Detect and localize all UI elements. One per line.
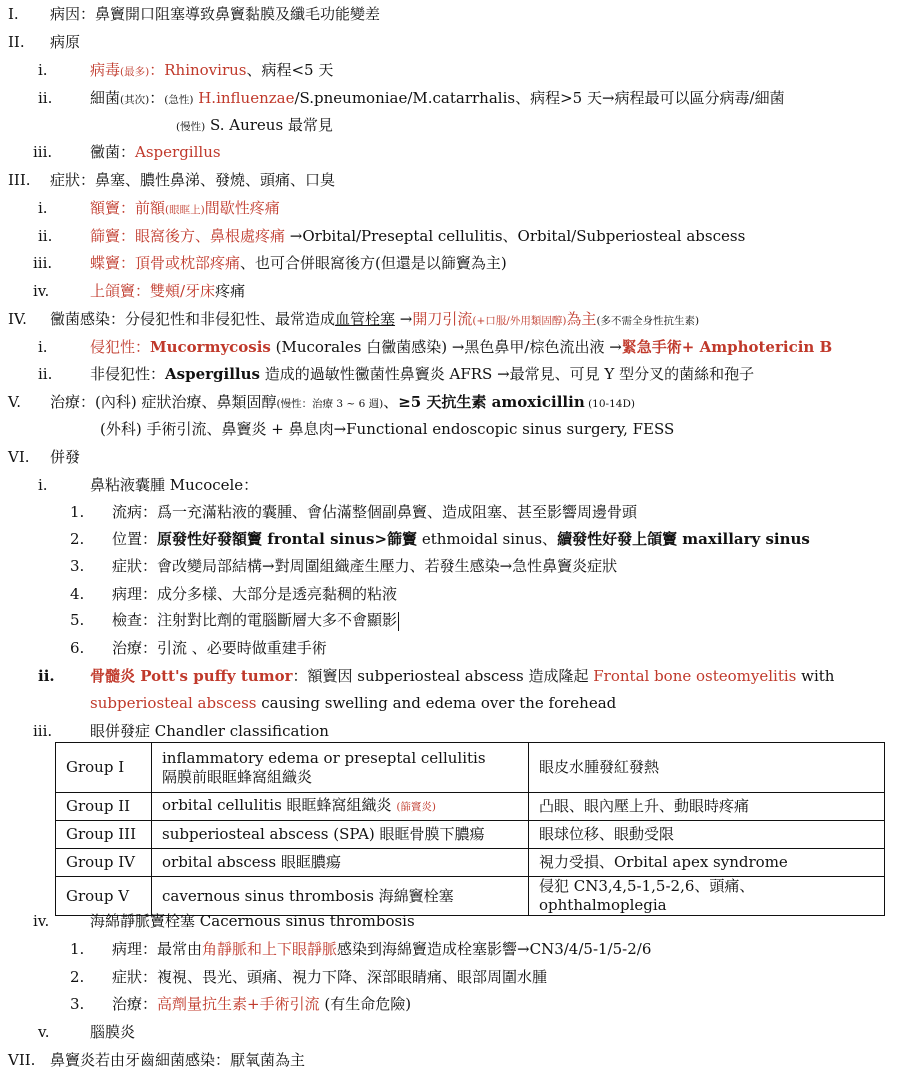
outline-marker-II-iii: iii. xyxy=(33,143,53,161)
outline-marker-II-ii: ii. xyxy=(38,89,53,107)
label: 病因： xyxy=(50,5,96,23)
pathogen-bacteria-chronic xyxy=(176,114,333,138)
section-dental-origin: 鼻竇炎若由牙齒細菌感染：厭氧菌為主 xyxy=(50,1051,306,1069)
acute-note: (急性) xyxy=(164,94,194,106)
organism: Mucormycosis xyxy=(150,338,271,356)
mucocele-item: 流病：爲一充滿粘液的囊腫、會佔滿整個副鼻竇、造成阻塞、甚至影響周邊骨頭 xyxy=(112,503,638,521)
table-row xyxy=(56,849,885,877)
fungal-invasive xyxy=(90,336,832,358)
mucocele-item xyxy=(112,528,810,550)
outline-marker-VI-ii: ii. xyxy=(38,667,55,685)
meningitis-title: 腦膜炎 xyxy=(90,1023,136,1041)
virus-name: Rhinovirus xyxy=(164,61,247,79)
cavernous-item xyxy=(112,993,411,1015)
section-treatment xyxy=(50,391,635,415)
cavernous-item xyxy=(112,938,651,960)
label: 治療： xyxy=(112,995,158,1013)
label: 侵犯性： xyxy=(90,338,151,356)
list-number: 1. xyxy=(70,940,85,958)
outline-marker-III-ii: ii. xyxy=(38,227,53,245)
table-cell-signs: 眼皮水腫發紅發熱 xyxy=(529,743,885,793)
text: (有生命危險) xyxy=(319,995,412,1013)
table-cell-description: orbital abscess 眼眶膿瘍 xyxy=(152,849,529,877)
label: 非侵犯性： xyxy=(90,365,166,383)
table-cell-group: Group II xyxy=(56,793,152,821)
rest: →Orbital/Preseptal cellulitis、Orbital/Subperiosteal abscess xyxy=(285,227,746,245)
colon: ： xyxy=(149,61,165,79)
rest: /S.pneumoniae/M.catarrhalis、病程>5 天→病程最可以區分病毒/細菌 xyxy=(294,89,785,107)
list-number: 3. xyxy=(70,995,85,1013)
note: (最多) xyxy=(120,66,150,78)
outline-marker-III-i: i. xyxy=(38,199,48,217)
note: (10-14D) xyxy=(584,398,635,410)
table-cell-description: subperiosteal abscess (SPA) 眼眶骨膜下膿瘍 xyxy=(152,821,529,849)
table-cell-description xyxy=(152,793,529,821)
label: 細菌 xyxy=(90,89,121,107)
pathogen-fungus xyxy=(90,141,221,163)
section-treatment-surgical: (外科) 手術引流、鼻竇炎 + 鼻息肉→Functional endoscopic sinus surgery, FESS xyxy=(100,420,675,438)
list-number: 2. xyxy=(70,968,85,986)
mucocele-item: 治療：引流 、必要時做重建手術 xyxy=(112,639,327,657)
outline-marker-VI-v: v. xyxy=(38,1023,50,1041)
symptom-frontal xyxy=(90,197,280,221)
table-row xyxy=(56,743,885,793)
table-cell-group: Group III xyxy=(56,821,152,849)
table-cell-signs: 視力受損、Orbital apex syndrome xyxy=(529,849,885,877)
text: orbital cellulitis 眼眶蜂窩組織炎 xyxy=(162,796,397,814)
label: 病毒 xyxy=(90,61,121,79)
chandler-title: 眼併發症 Chandler classification xyxy=(90,722,329,740)
text: 角靜脈和上下眼靜脈 xyxy=(202,940,338,958)
cavernous-item: 症狀：複視、畏光、頭痛、視力下降、深部眼睛痛、眼部周圍水腫 xyxy=(112,968,548,986)
symptom-sphenoid xyxy=(90,252,507,274)
organism: Aspergillus xyxy=(165,365,260,383)
text: 蝶竇：頂骨或枕部疼痛 xyxy=(90,254,241,272)
text: 感染到海綿竇造成栓塞影響→CN3/4/5-1/5-2/6 xyxy=(337,940,652,958)
rest: 、病程<5 天 xyxy=(246,61,334,79)
chronic-note: (慢性) xyxy=(176,121,206,133)
mucocele-title: 鼻粘液囊腫 Mucocele： xyxy=(90,476,259,494)
text: ethmoidal sinus、 xyxy=(417,530,558,548)
potts-puffy-tumor-cont xyxy=(90,692,616,714)
text: 、 xyxy=(383,393,399,411)
pathogen-bacteria xyxy=(90,87,785,111)
table-row xyxy=(56,821,885,849)
text: with xyxy=(796,667,835,685)
table-cell-group: Group I xyxy=(56,743,152,793)
list-number: 1. xyxy=(70,503,85,521)
outline-marker-VI-i: i. xyxy=(38,476,48,494)
outline-marker-III-iv: iv. xyxy=(33,282,50,300)
underlined-term: 血管栓塞 xyxy=(335,310,396,328)
text: 隔膜前眼眶蜂窩組織炎 xyxy=(162,767,313,786)
outline-marker-V: V. xyxy=(8,393,21,411)
text: subperiosteal abscess xyxy=(90,694,257,712)
text: 高劑量抗生素+手術引流 xyxy=(157,995,320,1013)
section-etiology xyxy=(50,3,380,25)
text: 檢查：注射對比劑的電腦斷層大多不會顯影 xyxy=(112,611,398,629)
potts-puffy-tumor xyxy=(90,665,834,687)
section-symptoms: 症狀：鼻塞、膿性鼻涕、發燒、頭痛、口臭 xyxy=(50,171,336,189)
label: 病理：最常由 xyxy=(112,940,203,958)
arrow: → xyxy=(395,310,413,328)
note: (篩竇炎) xyxy=(396,801,437,813)
list-number: 3. xyxy=(70,557,85,575)
text: causing swelling and edema over the forehead xyxy=(256,694,617,712)
outline-marker-IV-ii: ii. xyxy=(38,365,53,383)
text: 原發性好發額竇 frontal sinus>篩竇 xyxy=(157,530,418,548)
rest: 、也可合併眼窩後方(但還是以篩竇為主) xyxy=(240,254,507,272)
list-number: 4. xyxy=(70,585,85,603)
mucocele-item xyxy=(112,609,399,631)
text: 間歇性疼痛 xyxy=(204,199,280,217)
note: (慢性：治療 3 ~ 6 週) xyxy=(276,398,384,410)
list-number: 6. xyxy=(70,639,85,657)
section-complications-title: 併發 xyxy=(50,448,81,466)
text: 鼻竇開口阻塞導致鼻竇黏膜及纖毛功能變差 xyxy=(95,5,381,23)
outline-marker-IV-i: i. xyxy=(38,338,48,356)
text: ：額竇因 subperiosteal abscess 造成隆起 xyxy=(292,667,594,685)
outline-marker-II: II. xyxy=(8,33,25,51)
table-cell-group: Group IV xyxy=(56,849,152,877)
list-number: 2. xyxy=(70,530,85,548)
text: (Mucorales 白黴菌感染) →黑色鼻甲/棕色流出液 → xyxy=(270,338,622,356)
colon: ： xyxy=(149,89,165,107)
antibiotic: ≥5 天抗生素 amoxicillin xyxy=(398,393,585,411)
treatment: 緊急手術+ Amphotericin B xyxy=(621,338,833,356)
fungal-noninvasive xyxy=(90,363,754,385)
table-cell-description xyxy=(152,743,529,793)
outline-marker-VI-iii: iii. xyxy=(33,722,53,740)
text: 造成的過敏性黴菌性鼻竇炎 AFRS →最常見、可見 Y 型分叉的菌絲和孢子 xyxy=(259,365,755,383)
text: 治療：(內科) 症狀治療、鼻類固醇 xyxy=(50,393,277,411)
outline-marker-II-i: i. xyxy=(38,61,48,79)
label: 位置： xyxy=(112,530,158,548)
table-cell-signs: 凸眼、眼內壓上升、動眼時疼痛 xyxy=(529,793,885,821)
table-cell-signs: 侵犯 CN3,4,5-1,5-2,6、頭痛、ophthalmoplegia xyxy=(529,877,885,916)
chandler-table xyxy=(55,742,885,916)
outline-marker-VII: VII. xyxy=(8,1051,36,1069)
pathogen-virus xyxy=(90,59,333,83)
outline-marker-III: III. xyxy=(8,171,31,189)
table-row xyxy=(56,793,885,821)
text: 額竇：前額 xyxy=(90,199,166,217)
label: 黴菌： xyxy=(90,143,136,161)
note: (多不需全身性抗生素) xyxy=(596,315,700,327)
text: inflammatory edema or preseptal cellulitis xyxy=(162,748,486,767)
outline-marker-VI-iv: iv. xyxy=(33,912,50,930)
list-number: 5. xyxy=(70,611,85,629)
rest: S. Aureus 最常見 xyxy=(209,116,333,134)
outline-marker-I: I. xyxy=(8,5,19,23)
fungus-name: Aspergillus xyxy=(135,143,221,161)
mucocele-item: 病理：成分多樣、大部分是透亮黏稠的粘液 xyxy=(112,585,398,603)
symptom-ethmoid xyxy=(90,225,745,247)
outline-marker-III-iii: iii. xyxy=(33,254,53,272)
rest: 疼痛 xyxy=(215,282,246,300)
table-cell-description: cavernous sinus thrombosis 海綿竇栓塞 xyxy=(152,877,529,916)
table-cell-signs: 眼球位移、眼動受限 xyxy=(529,821,885,849)
mucocele-item: 症狀：會改變局部結構→對周圍組織產生壓力、若發生感染→急性鼻竇炎症狀 xyxy=(112,557,618,575)
text: 為主 xyxy=(566,310,597,328)
cavernous-title: 海綿靜脈竇栓塞 Cacernous sinus thrombosis xyxy=(90,912,415,930)
note: (眼眶上) xyxy=(165,204,205,216)
text: 篩竇：眼窩後方、鼻根處疼痛 xyxy=(90,227,286,245)
section-pathogens-title: 病原 xyxy=(50,33,81,51)
text: 上頜竇：雙頰/牙床 xyxy=(90,282,216,300)
outline-marker-VI: VI. xyxy=(8,448,30,466)
symptom-maxillary xyxy=(90,280,245,302)
bacteria-name: H.influenzae xyxy=(198,89,295,107)
text-cursor xyxy=(398,612,399,631)
note: (其次) xyxy=(120,94,150,106)
section-fungal-infection xyxy=(50,308,699,332)
treatment: 開刀引流 xyxy=(412,310,473,328)
outline-marker-IV: IV. xyxy=(8,310,27,328)
title: 骨髓炎 Pott's puffy tumor xyxy=(90,667,293,685)
text: Frontal bone osteomyelitis xyxy=(593,667,797,685)
table-cell-group: Group V xyxy=(56,877,152,916)
note: (+口服/外用類固醇) xyxy=(472,315,567,327)
text: 續發性好發上頜竇 maxillary sinus xyxy=(557,530,810,548)
text: 黴菌感染：分侵犯性和非侵犯性、最常造成 xyxy=(50,310,336,328)
